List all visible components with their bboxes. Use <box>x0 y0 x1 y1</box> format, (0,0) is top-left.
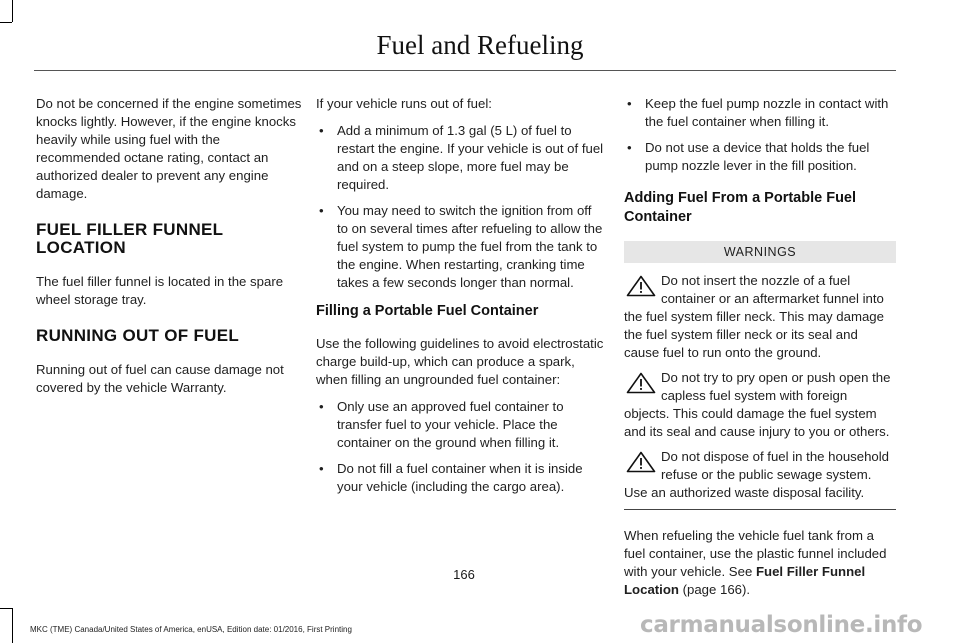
bullet-list <box>624 95 896 175</box>
warning-text: Do not insert the nozzle of a fuel container or an aftermarket funnel into the fuel system filler neck. This may damage the fuel system filler neck or its seal and cause fuel to run onto the ground. <box>624 273 884 360</box>
column-right <box>624 95 896 613</box>
warning-block <box>624 448 896 502</box>
warning-triangle-icon <box>626 451 656 473</box>
subsection-heading: Adding Fuel From a Portable Fuel Container <box>624 190 857 225</box>
column-middle <box>316 95 604 506</box>
paragraph: The fuel filler funnel is located in the spare wheel storage tray. <box>36 274 284 307</box>
list-item: • Do not use a device that holds the fuel pump nozzle lever in the fill position. <box>624 139 896 175</box>
paragraph: Use the following guidelines to avoid electrostatic charge build-up, which can produce a spark, when filling an ungrounded fuel container: <box>316 336 604 387</box>
cross-reference-link[interactable]: Fuel Filler Funnel Location <box>624 564 866 597</box>
warnings-banner: WARNINGS <box>624 241 896 263</box>
page-number: 166 <box>453 567 475 582</box>
warnings-divider <box>624 509 896 510</box>
crop-mark <box>0 22 12 23</box>
bullet-list <box>316 398 604 496</box>
warning-block <box>624 369 896 441</box>
paragraph: Running out of fuel can cause damage not covered by the vehicle Warranty. <box>36 362 284 395</box>
column-left <box>36 95 306 411</box>
paragraph: If your vehicle runs out of fuel: <box>316 96 492 111</box>
paragraph <box>624 527 896 599</box>
warning-text: Do not dispose of fuel in the household refuse or the public sewage system. Use an authorized waste disposal facility. <box>624 449 890 500</box>
list-item: • Add a minimum of 1.3 gal (5 L) of fuel to restart the engine. If your vehicle is out of fuel and on a steep slope, more fuel may be required. <box>316 122 604 194</box>
warning-triangle-icon <box>626 275 656 297</box>
crop-mark <box>12 0 13 22</box>
subsection-heading: Filling a Portable Fuel Container <box>316 303 539 319</box>
section-heading: FUEL FILLER FUNNEL LOCATION <box>36 220 224 257</box>
warning-text: Do not try to pry open or push open the capless fuel system with foreign objects. This could damage the fuel system and its seal and cause injury to you or others. <box>624 370 891 439</box>
paragraph: Do not be concerned if the engine sometimes knocks lightly. However, if the engine knocks heavily while using fuel with the recommended octane rating, contact an authorized dealer to prevent any engine damage. <box>36 96 302 201</box>
page-reference: (page 166). <box>678 582 751 597</box>
list-item: • Keep the fuel pump nozzle in contact with the fuel container when filling it. <box>624 95 896 131</box>
crop-mark <box>12 608 13 643</box>
footer-edition-info: MKC (TME) Canada/United States of America, enUSA, Edition date: 01/2016, First Printing <box>30 625 352 634</box>
crop-mark <box>0 608 12 609</box>
list-item: • You may need to switch the ignition from off to on several times after refueling to allow the fuel system to pump the fuel from the tank to the engine. When restarting, cranking time takes a few seconds longer than normal. <box>316 202 604 292</box>
watermark: carmanualsonline.info <box>640 612 923 638</box>
list-item: • Do not fill a fuel container when it is inside your vehicle (including the cargo area). <box>316 460 604 496</box>
section-heading: RUNNING OUT OF FUEL <box>36 326 240 345</box>
bullet-list <box>316 122 604 292</box>
header-divider <box>34 70 896 71</box>
list-item: • Only use an approved fuel container to transfer fuel to your vehicle. Place the container on the ground when filling it. <box>316 398 604 452</box>
paragraph-text: When refueling the vehicle fuel tank from a fuel container, use the plastic funnel included with your vehicle. See <box>624 528 887 579</box>
warning-block <box>624 272 896 362</box>
page-title: Fuel and Refueling <box>376 30 584 60</box>
warning-triangle-icon <box>626 372 656 394</box>
